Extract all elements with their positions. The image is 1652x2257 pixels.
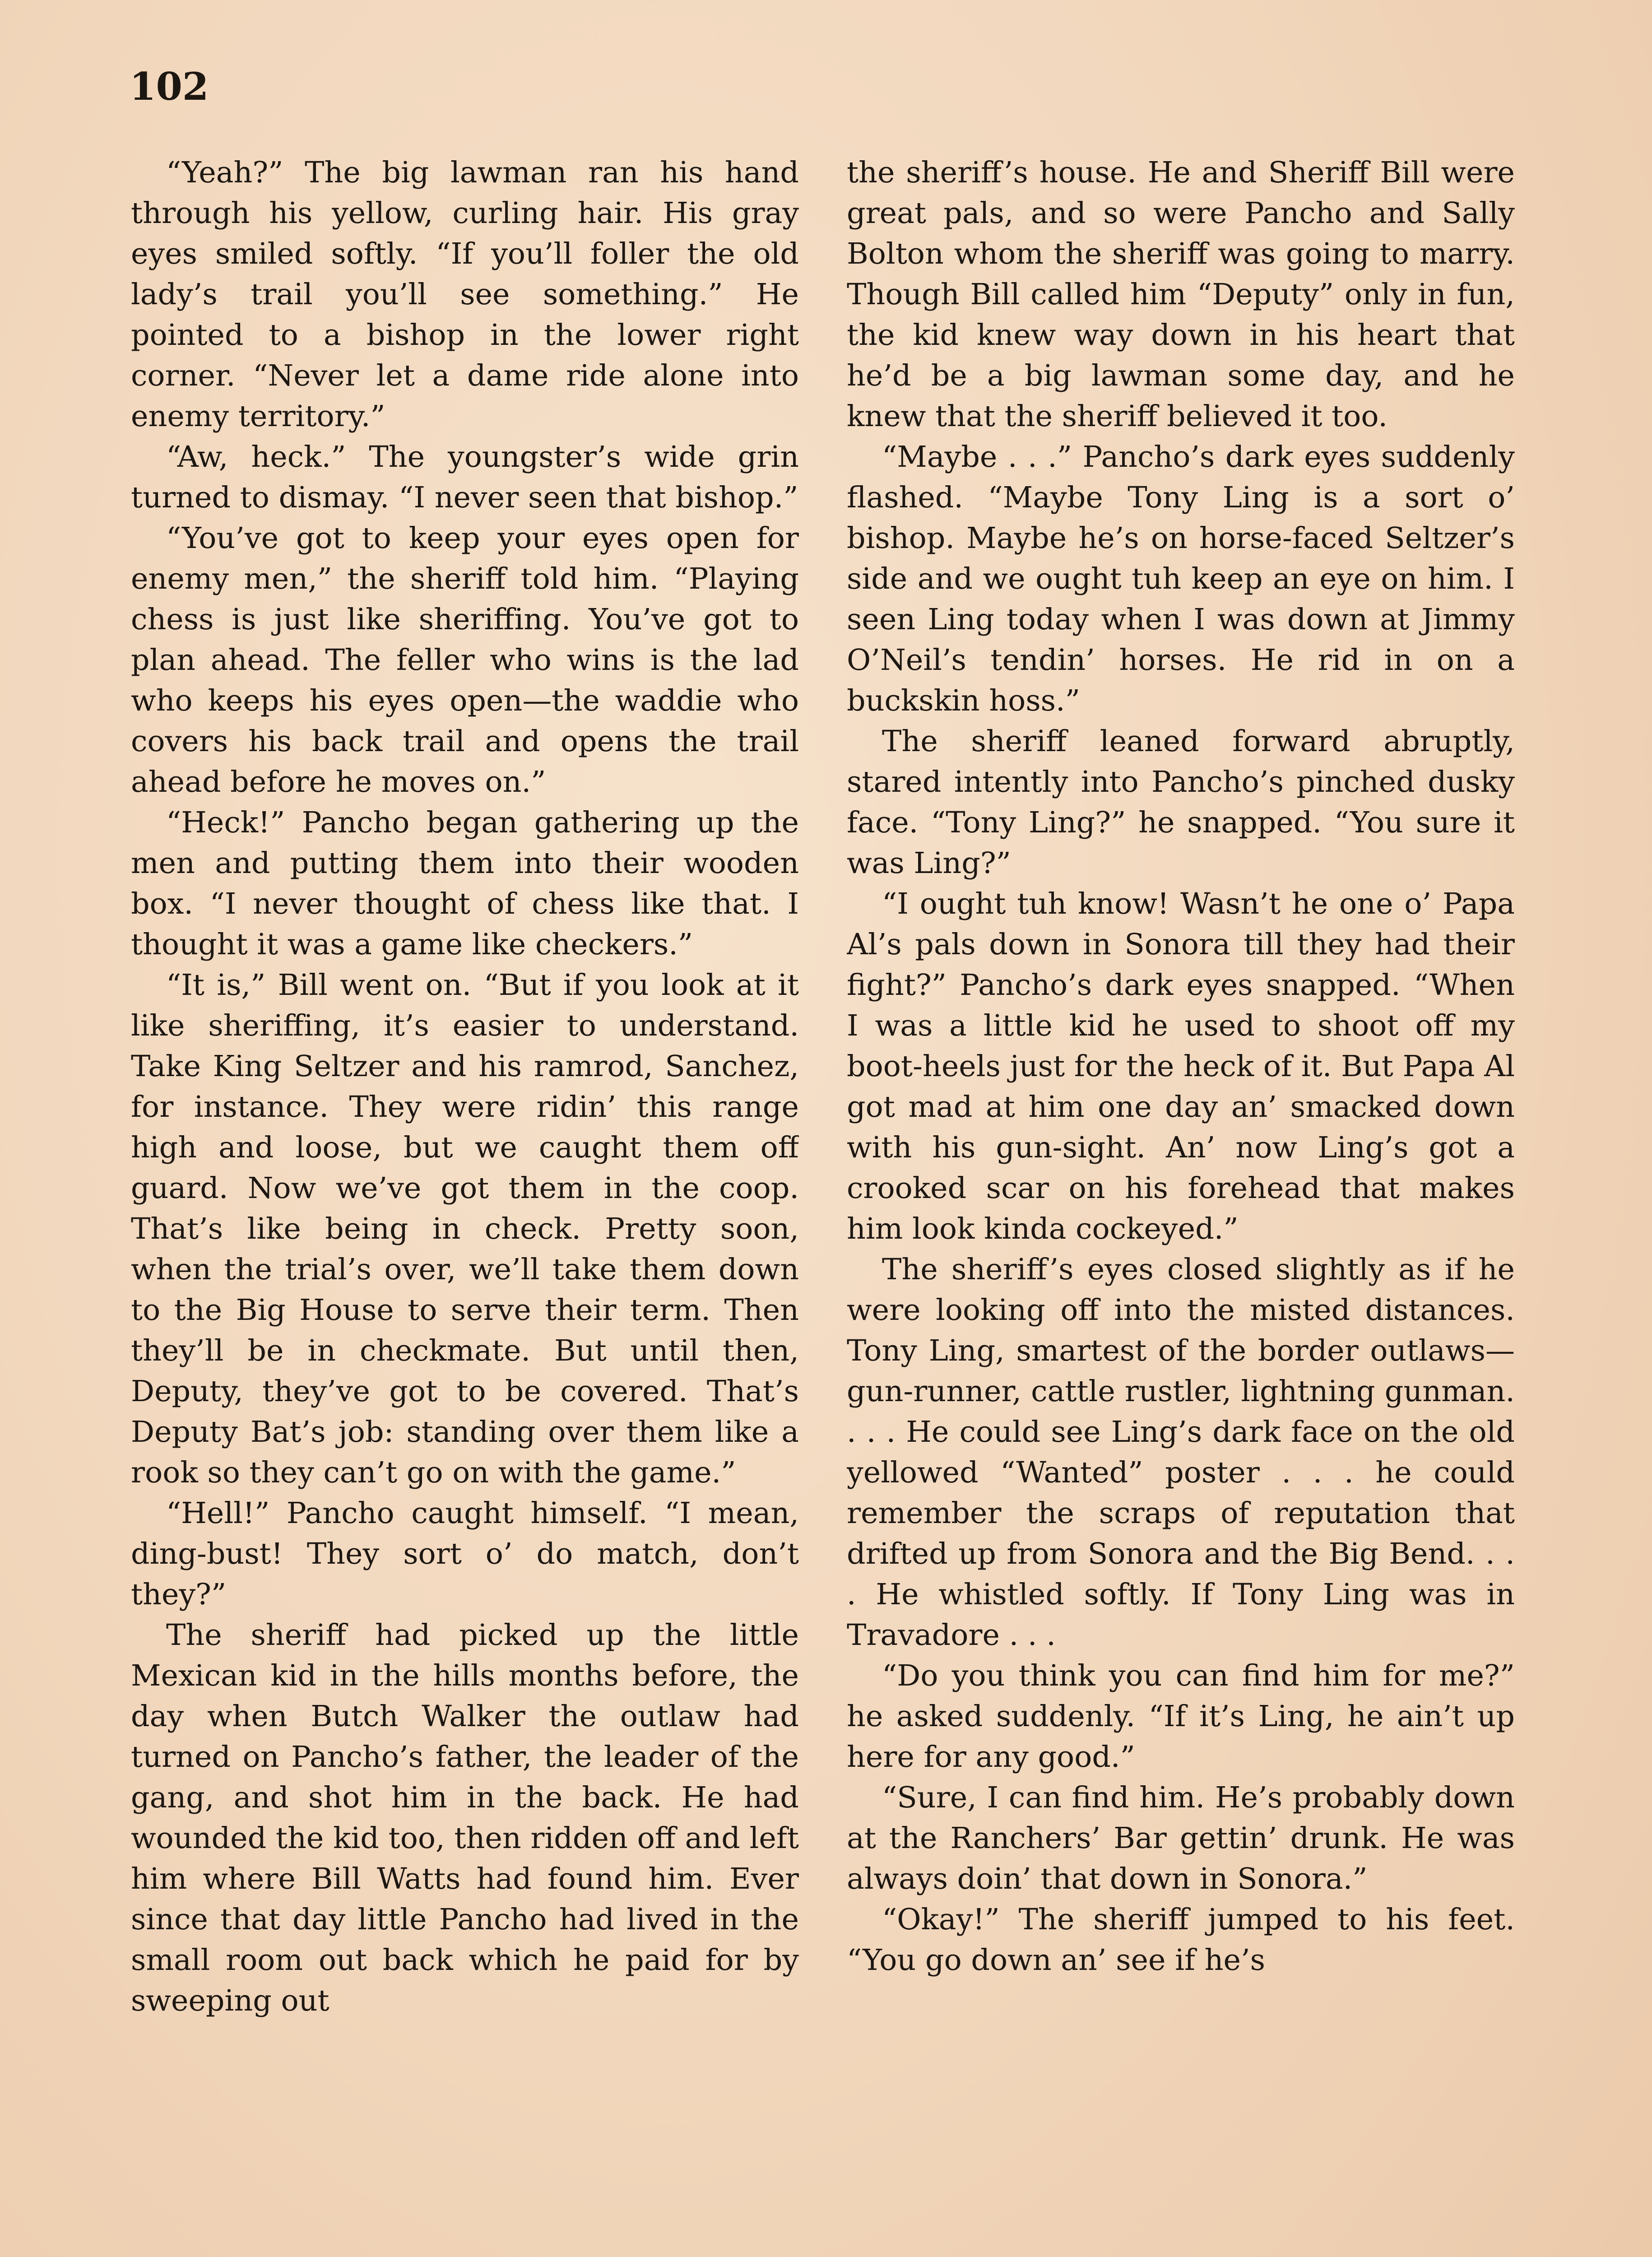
paragraph: The sheriff leaned forward abruptly, stared intently into Pancho’s pinched dusky face. “Tony Ling?” he snapped. “You sure it was Ling?”: [847, 724, 1515, 880]
paragraph: “You’ve got to keep your eyes open for enemy men,” the sheriff told him. “Playing chess is just like sheriffing. You’ve got to plan ahead. The feller who wins is the lad who keeps his eyes open—the waddie who covers his back trail and opens the trail ahead before he moves on.”: [131, 521, 799, 799]
text-column-left: [131, 153, 799, 2257]
paragraph-continued: the sheriff’s house. He and Sheriff Bill were great pals, and so were Pancho and Sally Bolton whom the sheriff was going to marry. Though Bill called him “Deputy” only in fun, the kid knew way down in his heart that he’d be a big lawman some day, and he knew that the sheriff believed it too.: [847, 156, 1515, 433]
page-number: 102: [130, 64, 209, 109]
paragraph: “It is,” Bill went on. “But if you look at it like sheriffing, it’s easier to understand. Take King Seltzer and his ramrod, Sanchez, for instance. They were ridin’ this range high and loose, but we caught them off guard. Now we’ve got them in the coop. That’s like being in check. Pretty soon, when the trial’s over, we’ll take them down to the Big House to serve their term. Then they’ll be in checkmate. But until then, Deputy, they’ve got to be covered. That’s Deputy Bat’s job: standing over them like a rook so they can’t go on with the game.”: [131, 968, 799, 1490]
paragraph: “I ought tuh know! Wasn’t he one o’ Papa Al’s pals down in Sonora till they had their fight?” Pancho’s dark eyes snapped. “When I was a little kid he used to shoot off my boot-heels just for the heck of it. But Papa Al got mad at him one day an’ smacked down with his gun-sight. An’ now Ling’s got a crooked scar on his forehead that makes him look kinda cockeyed.”: [847, 887, 1515, 1246]
paragraph: The sheriff had picked up the little Mexican kid in the hills months before, the day when Butch Walker the outlaw had turned on Pancho’s father, the leader of the gang, and shot him in the back. He had wounded the kid too, then ridden off and left him where Bill Watts had found him. Ever since that day little Pancho had lived in the small room out back which he paid for by sweeping out: [131, 1618, 799, 2018]
paragraph: “Do you think you can find him for me?” he asked suddenly. “If it’s Ling, he ain’t up here for any good.”: [847, 1659, 1515, 1774]
paragraph: “Sure, I can find him. He’s probably down at the Ranchers’ Bar gettin’ drunk. He was always doin’ that down in Sonora.”: [847, 1781, 1515, 1896]
paragraph: “Okay!” The sheriff jumped to his feet. “You go down an’ see if he’s: [847, 1903, 1515, 1977]
text-column-right: [847, 153, 1515, 2257]
paragraph: “Aw, heck.” The youngster’s wide grin turned to dismay. “I never seen that bishop.”: [131, 440, 799, 515]
paragraph: “Maybe . . .” Pancho’s dark eyes suddenly flashed. “Maybe Tony Ling is a sort o’ bishop. Maybe he’s on horse-faced Seltzer’s side and we ought tuh keep an eye on him. I seen Ling today when I was down at Jimmy O’Neil’s tendin’ horses. He rid in on a buckskin hoss.”: [847, 440, 1515, 718]
paragraph: “Heck!” Pancho began gathering up the men and putting them into their wooden box. “I never thought of chess like that. I thought it was a game like checkers.”: [131, 806, 799, 961]
paragraph: The sheriff’s eyes closed slightly as if he were looking off into the misted distances. Tony Ling, smartest of the border outlaws—gun-runner, cattle rustler, lightning gunman. . . . He could see Ling’s dark face on the old yellowed “Wanted” poster . . . he could remember the scraps of reputation that drifted up from Sonora and the Big Bend. . . . He whistled softly. If Tony Ling was in Travadore . . .: [847, 1253, 1515, 1652]
paragraph: “Hell!” Pancho caught himself. “I mean, ding-bust! They sort o’ do match, don’t they?”: [131, 1496, 799, 1611]
paragraph: “Yeah?” The big lawman ran his hand through his yellow, curling hair. His gray eyes smiled softly. “If you’ll foller the old lady’s trail you’ll see something.” He pointed to a bishop in the lower right corner. “Never let a dame ride alone into enemy territory.”: [131, 156, 799, 433]
